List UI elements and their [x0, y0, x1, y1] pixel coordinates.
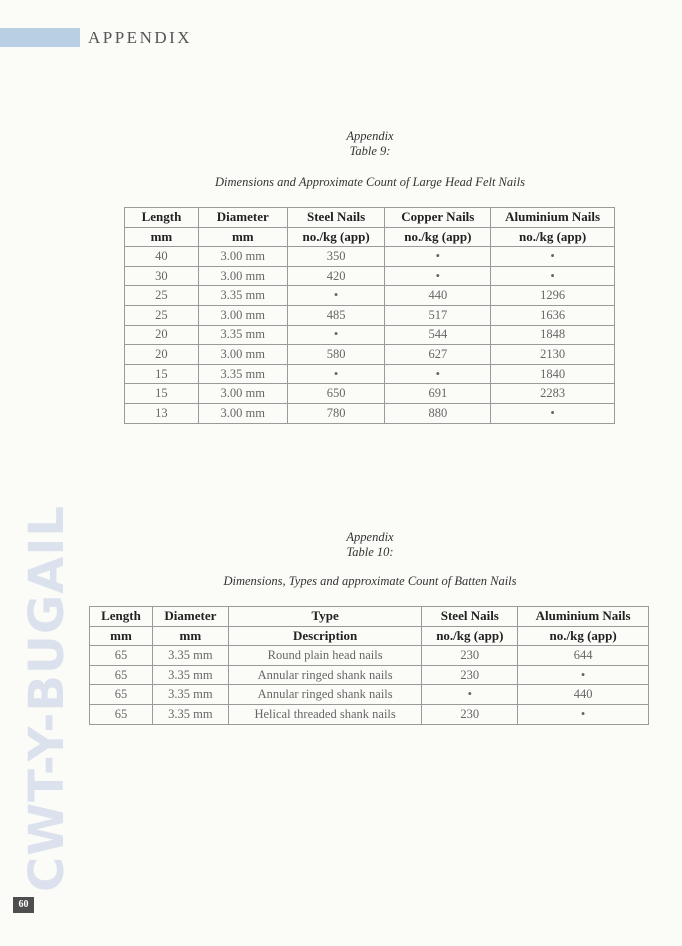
table-cell: 3.00 mm [198, 247, 287, 267]
table9-caption-line1: Appendix [346, 129, 394, 143]
table9-units-row [125, 227, 615, 247]
table10-header-cell: Aluminium Nails [518, 607, 649, 627]
table-cell: Round plain head nails [228, 646, 422, 666]
table-cell: 3.00 mm [198, 345, 287, 365]
table9 [124, 207, 615, 424]
table-cell: • [385, 364, 491, 384]
table-cell: 440 [385, 286, 491, 306]
table10-header-cell: Diameter [152, 607, 228, 627]
table-cell: 25 [125, 286, 199, 306]
table-cell: 3.35 mm [198, 325, 287, 345]
table-cell: 650 [287, 384, 385, 404]
table-cell: Annular ringed shank nails [228, 685, 422, 705]
table-cell: 644 [518, 646, 649, 666]
page-number: 60 [13, 897, 34, 913]
table-row [125, 247, 615, 267]
table-row [90, 685, 649, 705]
table-cell: Annular ringed shank nails [228, 665, 422, 685]
table10-caption [0, 530, 682, 560]
vertical-side-title: CWT-Y-BUGAIL [19, 505, 75, 892]
table9-caption-line2: Table 9: [349, 144, 391, 158]
table10-unit-cell: Description [228, 626, 422, 646]
table-cell: 3.35 mm [152, 665, 228, 685]
table10-unit-cell: mm [90, 626, 153, 646]
table9-subtitle: Dimensions and Approximate Count of Large Head Felt Nails [215, 175, 525, 189]
table-cell: • [287, 286, 385, 306]
table-cell: Helical threaded shank nails [228, 704, 422, 724]
table10 [89, 606, 649, 725]
table-cell: 3.35 mm [198, 286, 287, 306]
table-row [125, 305, 615, 325]
table-cell: 2283 [491, 384, 615, 404]
table-cell: 880 [385, 403, 491, 423]
table-row [125, 403, 615, 423]
table-cell: 1296 [491, 286, 615, 306]
table-cell: 65 [90, 646, 153, 666]
table-cell: 3.35 mm [152, 646, 228, 666]
table9-header-cell: Length [125, 208, 199, 228]
table10-unit-cell: no./kg (app) [422, 626, 518, 646]
table-cell: • [287, 364, 385, 384]
table10-caption-line1: Appendix [346, 530, 394, 544]
table-cell: 691 [385, 384, 491, 404]
table-cell: 230 [422, 704, 518, 724]
table10-unit-cell: mm [152, 626, 228, 646]
table-cell: • [518, 704, 649, 724]
table-cell: 1636 [491, 305, 615, 325]
table10-units-row [90, 626, 649, 646]
table10-body [90, 646, 649, 724]
table-cell: 440 [518, 685, 649, 705]
table9-caption [0, 129, 682, 159]
table9-header-cell: Aluminium Nails [491, 208, 615, 228]
table-cell: 627 [385, 345, 491, 365]
table-cell: 65 [90, 704, 153, 724]
table-cell: 30 [125, 266, 199, 286]
table9-unit-cell: no./kg (app) [385, 227, 491, 247]
table9-header-cell: Steel Nails [287, 208, 385, 228]
table10-header-row [90, 607, 649, 627]
table-row [125, 364, 615, 384]
table-cell: 3.00 mm [198, 266, 287, 286]
table10-caption-line2: Table 10: [346, 545, 394, 559]
table-row [125, 384, 615, 404]
table-cell: • [422, 685, 518, 705]
table-cell: 1848 [491, 325, 615, 345]
table-row [125, 286, 615, 306]
table9-header-cell: Copper Nails [385, 208, 491, 228]
table10-subtitle: Dimensions, Types and approximate Count of Batten Nails [223, 574, 517, 588]
table-cell: 544 [385, 325, 491, 345]
table-cell: 230 [422, 646, 518, 666]
table-cell: 780 [287, 403, 385, 423]
table9-header-cell: Diameter [198, 208, 287, 228]
table-row [125, 266, 615, 286]
table-cell: 20 [125, 325, 199, 345]
table-cell: 3.35 mm [198, 364, 287, 384]
table-row [90, 704, 649, 724]
table-cell: 13 [125, 403, 199, 423]
table-cell: • [287, 325, 385, 345]
header-band [0, 28, 80, 47]
table-cell: 65 [90, 665, 153, 685]
table9-unit-cell: mm [198, 227, 287, 247]
table-cell: 3.35 mm [152, 685, 228, 705]
table-cell: 65 [90, 685, 153, 705]
table-cell: 3.00 mm [198, 305, 287, 325]
table-row [90, 646, 649, 666]
table-cell: 3.00 mm [198, 384, 287, 404]
table-cell: • [518, 665, 649, 685]
table-cell: 40 [125, 247, 199, 267]
table9-unit-cell: mm [125, 227, 199, 247]
table-row [125, 345, 615, 365]
table-row [125, 325, 615, 345]
table-cell: 420 [287, 266, 385, 286]
table-cell: 1840 [491, 364, 615, 384]
table9-unit-cell: no./kg (app) [287, 227, 385, 247]
table-cell: 485 [287, 305, 385, 325]
table-cell: • [385, 266, 491, 286]
table10-unit-cell: no./kg (app) [518, 626, 649, 646]
table-cell: • [385, 247, 491, 267]
table9-body [125, 247, 615, 423]
table-cell: 517 [385, 305, 491, 325]
table-cell: 350 [287, 247, 385, 267]
table-cell: 230 [422, 665, 518, 685]
page-header-title: APPENDIX [88, 28, 193, 47]
table-cell: • [491, 266, 615, 286]
table9-unit-cell: no./kg (app) [491, 227, 615, 247]
table10-header-cell: Steel Nails [422, 607, 518, 627]
table-cell: 15 [125, 364, 199, 384]
table-cell: 580 [287, 345, 385, 365]
table-cell: 3.00 mm [198, 403, 287, 423]
table-cell: • [491, 247, 615, 267]
table-row [90, 665, 649, 685]
table-cell: 25 [125, 305, 199, 325]
table-cell: 15 [125, 384, 199, 404]
table9-header-row [125, 208, 615, 228]
table-cell: 2130 [491, 345, 615, 365]
table-cell: 20 [125, 345, 199, 365]
table-cell: 3.35 mm [152, 704, 228, 724]
table-cell: • [491, 403, 615, 423]
table10-header-cell: Length [90, 607, 153, 627]
table10-header-cell: Type [228, 607, 422, 627]
